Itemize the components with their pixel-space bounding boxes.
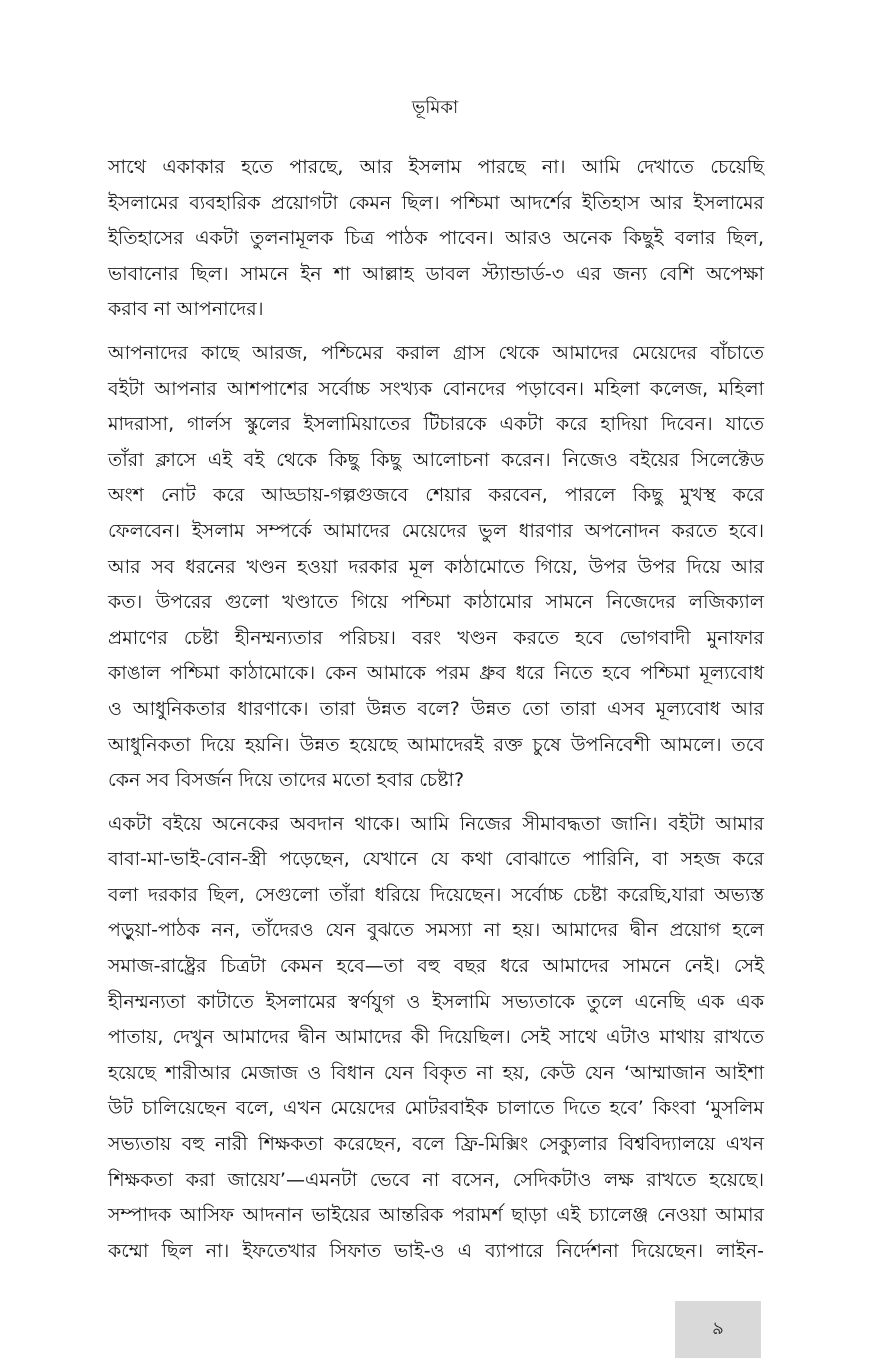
page-title: ভূমিকা — [411, 97, 459, 118]
text-line: ও আধুনিকতার ধারণাকে। তারা উন্নত বলে? উন্নত তো তারা এসব মূল্যবোধ আর — [108, 697, 764, 720]
text-line: বইটা আপনার আশপাশের সর্বোচ্চ সংখ্যক বোনদের পড়াবেন। মহিলা কলেজ, মহিলা — [108, 377, 764, 400]
text-line: মাদরাসা, গার্লস স্কুলের ইসলামিয়াতের টিচারকে একটা করে হাদিয়া দিবেন। যাতে — [108, 413, 764, 436]
text-line: শিক্ষকতা করা জায়েয’—এমনটা ভেবে না বসেন, সেদিকটাও লক্ষ রাখতে হয়েছে। — [108, 1168, 764, 1191]
text-line: আর সব ধরনের খণ্ডন হওয়া দরকার মূল কাঠামোতে গিয়ে, উপর উপর দিয়ে আর — [108, 555, 764, 578]
body-text — [108, 150, 764, 1277]
text-line: সভ্যতায় বহু নারী শিক্ষকতা করেছেন, বলে ফ্রি-মিক্সিং সেক্যুলার বিশ্ববিদ্যালয়ে এখন — [108, 1133, 764, 1156]
text-line: পাতায়, দেখুন আমাদের দ্বীন আমাদের কী দিয়েছিল। সেই সাথে এটাও মাথায় রাখতে — [108, 1026, 764, 1049]
text-line: কাঙাল পশ্চিমা কাঠামোকে। কেন আমাকে পরম ধ্রুব ধরে নিতে হবে পশ্চিমা মূল্যবোধ — [108, 662, 764, 685]
page-number: ৯ — [712, 1318, 724, 1339]
text-line: আধুনিকতা দিয়ে হয়নি। উন্নত হয়েছে আমাদেরই রক্ত চুষে উপনিবেশী আমলে। তবে — [108, 733, 764, 756]
text-line: বাবা-মা-ভাই-বোন-স্ত্রী পড়েছেন, যেখানে যে কথা বোঝাতে পারিনি, বা সহজ করে — [108, 848, 764, 871]
text-line: ফেলবেন। ইসলাম সম্পর্কে আমাদের মেয়েদের ভুল ধারণার অপনোদন করতে হবে। — [108, 519, 764, 542]
text-line: একটা বইয়ে অনেকের অবদান থাকে। আমি নিজের সীমাবদ্ধতা জানি। বইটা আমার — [108, 812, 764, 835]
text-line: হয়েছে শারীআর মেজাজ ও বিধান যেন বিকৃত না হয়, কেউ যেন ‘আম্মাজান আইশা — [108, 1061, 764, 1084]
text-line: কেন সব বিসর্জন দিয়ে তাদের মতো হবার চেষ্টা? — [108, 769, 465, 792]
text-line: করাব না আপনাদের। — [108, 298, 264, 321]
text-line: সমাজ-রাষ্ট্রের চিত্রটা কেমন হবে—তা বহু বছর ধরে আমাদের সামনে নেই। সেই — [108, 955, 764, 978]
paragraph-3 — [108, 807, 764, 1270]
text-line: আপনাদের কাছে আরজ, পশ্চিমের করাল গ্রাস থেকে আমাদের মেয়েদের বাঁচাতে — [108, 341, 764, 364]
text-line: তাঁরা ক্লাসে এই বই থেকে কিছু কিছু আলোচনা করেন। নিজেও বইয়ের সিলেক্টেড — [108, 448, 764, 471]
text-line: ভাবানোর ছিল। সামনে ইন শা আল্লাহ ডাবল স্ট্যান্ডার্ড-৩ এর জন্য বেশি অপেক্ষা — [108, 262, 764, 285]
text-line: কম্মো ছিল না। ইফতেখার সিফাত ভাই-ও এ ব্যাপারে নির্দেশনা দিয়েছেন। লাইন- — [108, 1239, 764, 1262]
page-number-box — [675, 1301, 761, 1358]
text-line: বলা দরকার ছিল, সেগুলো তাঁরা ধরিয়ে দিয়েছেন। সর্বোচ্চ চেষ্টা করেছি,যারা অভ্যস্ত — [108, 883, 764, 906]
text-line: পড়ুয়া-পাঠক নন, তাঁদেরও যেন বুঝতে সমস্যা না হয়। আমাদের দ্বীন প্রয়োগ হলে — [108, 919, 764, 942]
text-line: সম্পাদক আসিফ আদনান ভাইয়ের আন্তরিক পরামর্শ ছাড়া এই চ্যালেঞ্জ নেওয়া আমার — [108, 1204, 764, 1227]
page-header — [0, 96, 870, 120]
paragraph-2 — [108, 336, 764, 799]
text-line: ইতিহাসের একটা তুলনামূলক চিত্র পাঠক পাবেন। আরও অনেক কিছুই বলার ছিল, — [108, 227, 764, 250]
text-line: উট চালিয়েছেন বলে, এখন মেয়েদের মোটরবাইক চালাতে দিতে হবে’ কিংবা ‘মুসলিম — [108, 1097, 764, 1120]
text-line: ইসলামের ব্যবহারিক প্রয়োগটা কেমন ছিল। পশ্চিমা আদর্শের ইতিহাস আর ইসলামের — [108, 191, 764, 214]
text-line: প্রমাণের চেষ্টা হীনম্মন্যতার পরিচয়। বরং খণ্ডন করতে হবে ভোগবাদী মুনাফার — [108, 626, 764, 649]
text-line: হীনম্মন্যতা কাটাতে ইসলামের স্বর্ণযুগ ও ইসলামি সভ্যতাকে তুলে এনেছি এক এক — [108, 990, 764, 1013]
paragraph-1 — [108, 150, 764, 328]
text-line: কত। উপরের গুলো খণ্ডাতে গিয়ে পশ্চিমা কাঠামোর সামনে নিজেদের লজিক্যাল — [108, 591, 764, 614]
text-line: সাথে একাকার হতে পারছে, আর ইসলাম পারছে না। আমি দেখাতে চেয়েছি — [108, 156, 764, 178]
text-line: অংশ নোট করে আড্ডায়-গল্পগুজবে শেয়ার করবেন, পারলে কিছু মুখস্থ করে — [108, 484, 764, 507]
